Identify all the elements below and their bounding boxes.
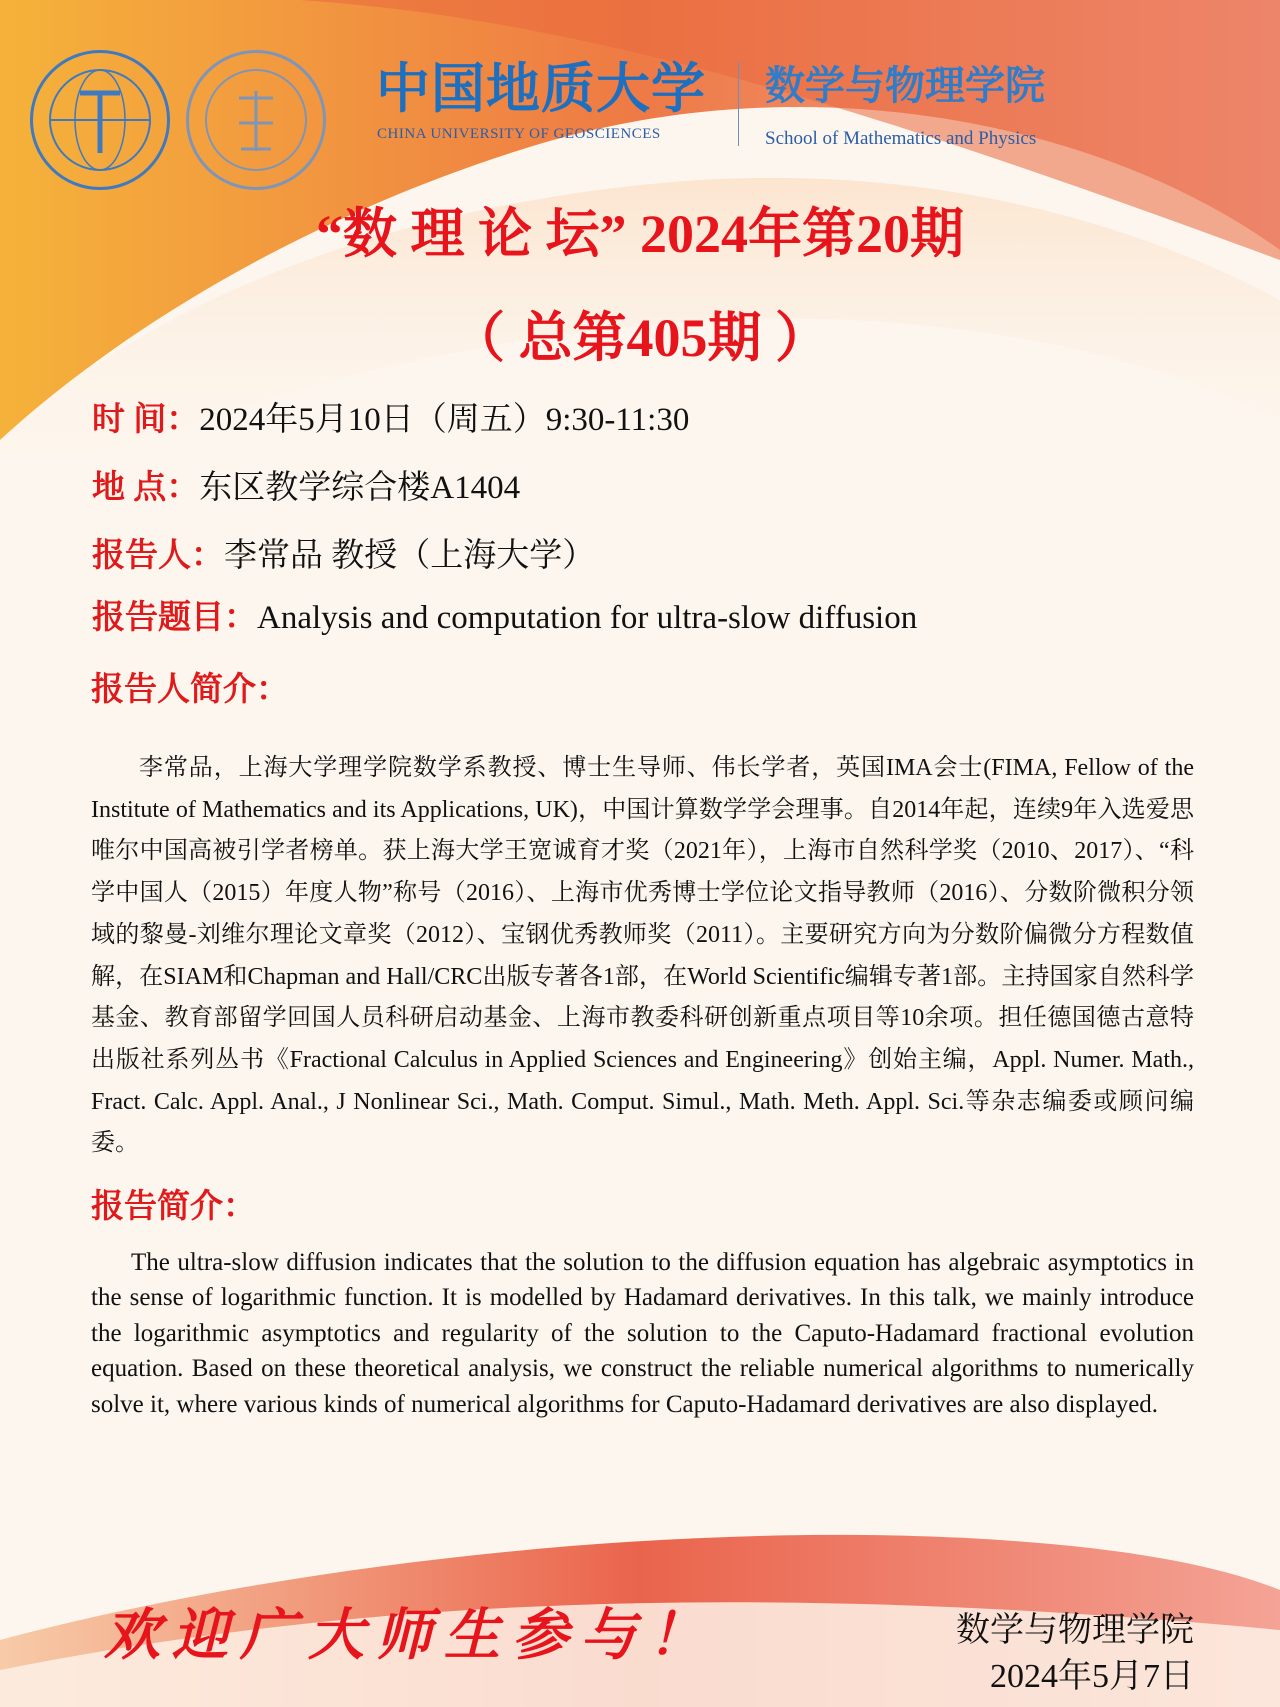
- school-name-cn: 数学与物理学院: [765, 63, 1045, 109]
- talk-abstract: The ultra-slow diffusion indicates that the solution to the diffusion equation has algebraic asymptotics in the sense of logarithmic function. It is modelled by Hadamard derivatives. In this talk, we mainly introduce the logarithmic asymptotics and regularity of the solution to the Caputo-Hadamard fractional evolution equation. Based on these theoretical analysis, we construct the reliable numerical algorithms to numerically solve it, where various kinds of numerical algorithms for Caputo-Hadamard derivatives are also displayed.: [91, 1249, 1194, 1418]
- info-value: 李常品 教授（上海大学）: [224, 538, 596, 574]
- info-speaker: [92, 536, 595, 576]
- info-time: [92, 400, 689, 440]
- info-label: 报告人：: [92, 538, 224, 574]
- info-label: 时 间：: [92, 402, 200, 438]
- info-label: 报告题目：: [92, 600, 257, 636]
- speaker-bio: 李常品，上海大学理学院数学系教授、博士生导师、伟长学者，英国IMA会士(FIMA, Fellow of the Institute of Mathematics and its Applications, UK)，中国计算数学学会理事。自2014年起，连续9年入选爱思唯尔中国高被引学者榜单。获上海大学王宽诚育才奖（2021年），上海市自然科学奖（2010、2017）、“科学中国人（2015）年度人物”称号（2016）、上海市优秀博士学位论文指导教师（2016）、分数阶微积分领域的黎曼-刘维尔理论文章奖（2012）、宝钢优秀教师奖（2011）。主要研究方向为分数阶偏微分方程数值解，在SIAM和Chapman and Hall/CRC出版专著各1部，在World Scientific编辑专著1部。主持国家自然科学基金、教育部留学回国人员科研启动基金、上海市教委科研创新重点项目等10余项。担任德国德古意特出版社系列丛书《Fractional Calculus in Applied Sciences and Engineering》创始主编，Appl. Numer. Math., Fract. Calc. Appl. Anal., J Nonlinear Sci., Math. Comput. Simul., Math. Meth. Appl. Sci.等杂志编委或顾问编委。: [91, 755, 1194, 1157]
- info-topic: [92, 598, 917, 638]
- university-name-cn: 中国地质大学: [376, 56, 706, 120]
- content-body: [91, 670, 1194, 1422]
- school-seal-logo: [186, 50, 326, 190]
- abstract-heading: 报告简介：: [91, 1189, 256, 1226]
- poster-title: “数 理 论 坛” 2024年第20期: [316, 204, 964, 264]
- organizer: 数学与物理学院: [956, 1612, 1194, 1649]
- header-divider: [738, 62, 739, 146]
- info-value: Analysis and computation for ultra-slow diffusion: [257, 600, 918, 636]
- info-location: [92, 468, 520, 508]
- university-name-en: CHINA UNIVERSITY OF GEOSCIENCES: [377, 126, 661, 142]
- welcome-slogan: 欢迎广大师生参与！: [104, 1602, 716, 1668]
- speaker-bio-heading: 报告人简介：: [91, 672, 289, 708]
- school-name-en: School of Mathematics and Physics: [765, 128, 1037, 149]
- poster-subtitle: （ 总第405期 ）: [451, 308, 829, 368]
- info-value: 东区教学综合楼A1404: [199, 470, 521, 506]
- info-label: 地 点：: [92, 470, 200, 506]
- issue-date: 2024年5月7日: [990, 1658, 1194, 1695]
- university-seal-logo: [30, 50, 170, 190]
- info-value: 2024年5月10日（周五）9:30-11:30: [199, 402, 690, 438]
